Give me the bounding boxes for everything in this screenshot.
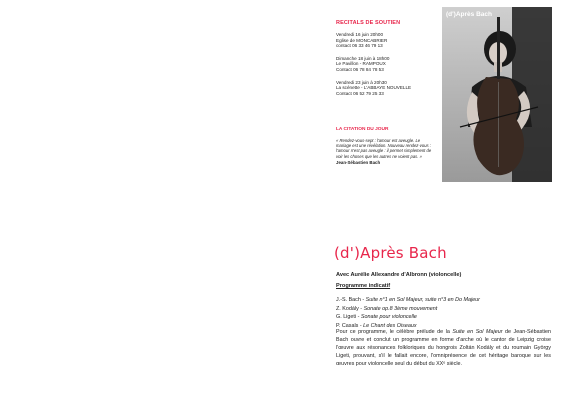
composer: Z. Kodály -: [336, 305, 364, 312]
description-text: Pour ce programme, le célèbre prélude de la: [336, 329, 453, 335]
work: Sonate op.8 3ème mouvement: [363, 305, 438, 312]
program-heading: Programme indicatif: [336, 283, 391, 289]
citation-author: Jean-Sébastien Bach: [336, 159, 381, 165]
program-description: [336, 328, 551, 368]
program-list: [336, 296, 480, 330]
event-item: [336, 32, 436, 49]
citation-section: [336, 127, 436, 165]
event-date: Vendredi 16 juin 20h00: [336, 32, 383, 37]
event-place: Le Pavillon - RAMPOUX: [336, 61, 386, 67]
event-contact: contact 06 33 46 79 13: [336, 43, 383, 49]
program-item: [336, 305, 480, 314]
composer: J.-S. Bach -: [336, 297, 366, 303]
cellist-illustration: [442, 7, 552, 182]
work: Suite n°1 en Sol Majeur, suite n°3 en Do Majeur: [365, 297, 480, 303]
description-italic: Suite en Sol Majeur: [452, 329, 503, 335]
recitals-heading: RECITALS DE SOUTIEN: [336, 20, 401, 26]
composer: G. Ligeti -: [336, 314, 361, 320]
event-item: [336, 56, 436, 73]
work: Le Chant des Oiseaux: [363, 322, 417, 329]
event-place: La scénette - L'ABBAYE NOUVELLE: [336, 85, 412, 91]
event-date: Vendredi 23 juin à 20h30: [336, 79, 387, 85]
description-text: de Jean-Sébastien Bach ouvre et conclut un programme en forme d'arche où le cantor de Leipzig croise l'œuvre aux résonances folkloriques du hongrois Zoltán Kodály et du roumain György Ligeti, prouvant, s'il le fallait encore, l'omniprésence de cet héritage baroque sur les œuvres pour violoncelle seul du début du XXᵉ siècle.: [336, 329, 552, 368]
event-date: Dimanche 18 juin à 18h00: [336, 55, 390, 61]
photo-caption: (d')Après Bach: [446, 11, 492, 18]
program-item: [336, 313, 480, 322]
page-title: (d')Après Bach: [334, 244, 447, 262]
recitals-section: [336, 20, 436, 103]
work: Sonate pour violoncelle: [360, 314, 417, 320]
performer-subtitle: Avec Aurélie Allexandre d'Albronn (violoncelle): [336, 272, 462, 278]
event-item: [336, 80, 436, 97]
event-contact: Contact 06 52 79 25 33: [336, 90, 384, 96]
citation-heading: LA CITATION DU JOUR: [336, 127, 389, 132]
program-item: [336, 296, 480, 305]
citation-quote: « Rendez-vous-sept : l'amour est aveugle. Le mariage est une révélation. Nouveau rendez-vous : l'amour n'est pas aveugle : il permet simplement de voir les choses que les autres ne voient pas. »: [336, 138, 432, 159]
event-contact: Contact 06 78 84 78 53: [336, 66, 384, 72]
composer: P. Casals -: [336, 322, 364, 329]
event-place: Eglise de MONCABRIER: [336, 37, 388, 43]
cellist-photo: [442, 7, 552, 182]
